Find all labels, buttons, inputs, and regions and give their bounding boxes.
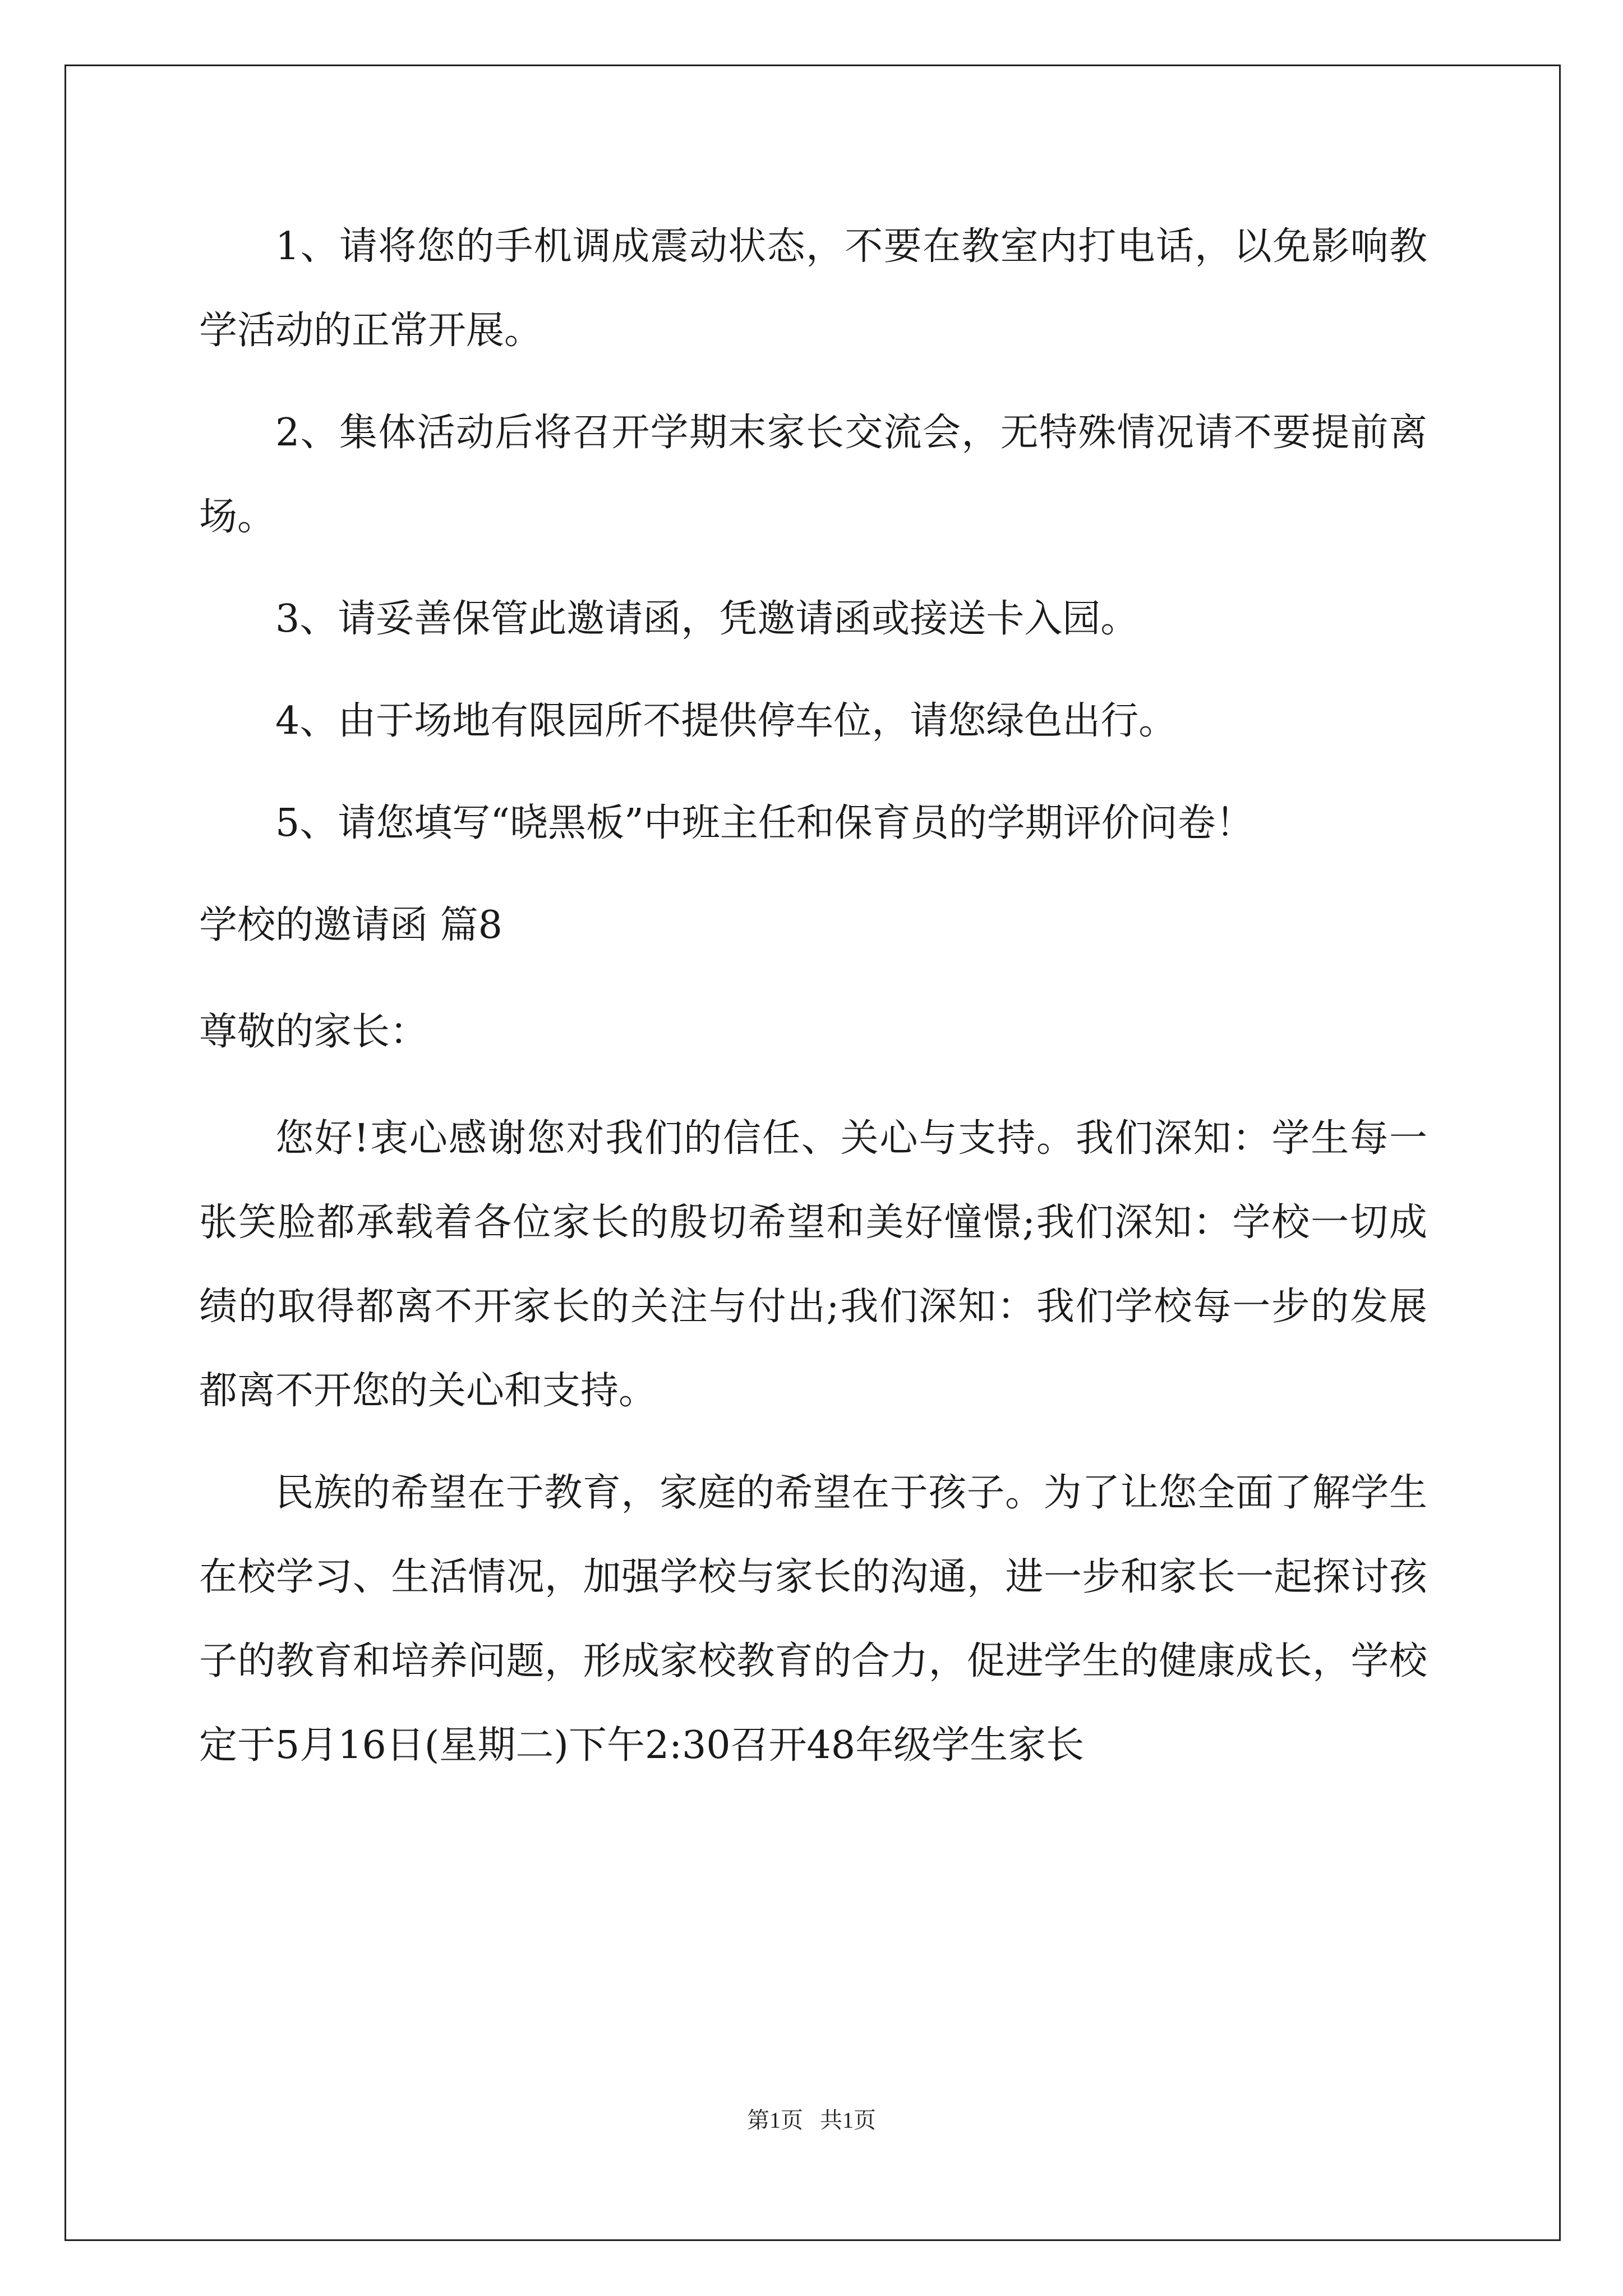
greeting: 尊敬的家长： xyxy=(199,1010,428,1054)
body-paragraph: 民族的希望在于教育，家庭的希望在于孩子。为了让您全面了解学生在校学习、生活情况，加强学校与家长的沟通，进一步和家长一起探讨孩子的教育和培养问题，形成家校教育的合力，促进学生的健康成长，学校定于5月16日(星期二)下午2:30召开48年级学生家长 xyxy=(199,1471,1427,1768)
list-item: 1、请将您的手机调成震动状态，不要在教室内打电话，以免影响教学活动的正常开展。 xyxy=(199,224,1427,353)
body-paragraph: 您好!衷心感谢您对我们的信任、关心与支持。我们深知：学生每一张笑脸都承载着各位家长的殷切希望和美好憧憬;我们深知：学校一切成绩的取得都离不开家长的关注与付出;我们深知：我们学校每一步的发展都离不开您的关心和支持。 xyxy=(199,1116,1427,1413)
section-title: 学校的邀请函 篇8 xyxy=(199,903,502,947)
document-body xyxy=(199,205,1427,1806)
list-item: 2、集体活动后将召开学期末家长交流会，无特殊情况请不要提前离场。 xyxy=(199,411,1427,539)
list-item: 3、请妥善保管此邀请函，凭邀请函或接送卡入园。 xyxy=(275,597,1139,641)
list-item: 5、请您填写“晓黑板”中班主任和保育员的学期评价问卷！ xyxy=(275,801,1254,845)
list-item: 4、由于场地有限园所不提供停车位，请您绿色出行。 xyxy=(275,699,1177,743)
page-number-footer: 第1页 共1页 xyxy=(747,2108,876,2133)
